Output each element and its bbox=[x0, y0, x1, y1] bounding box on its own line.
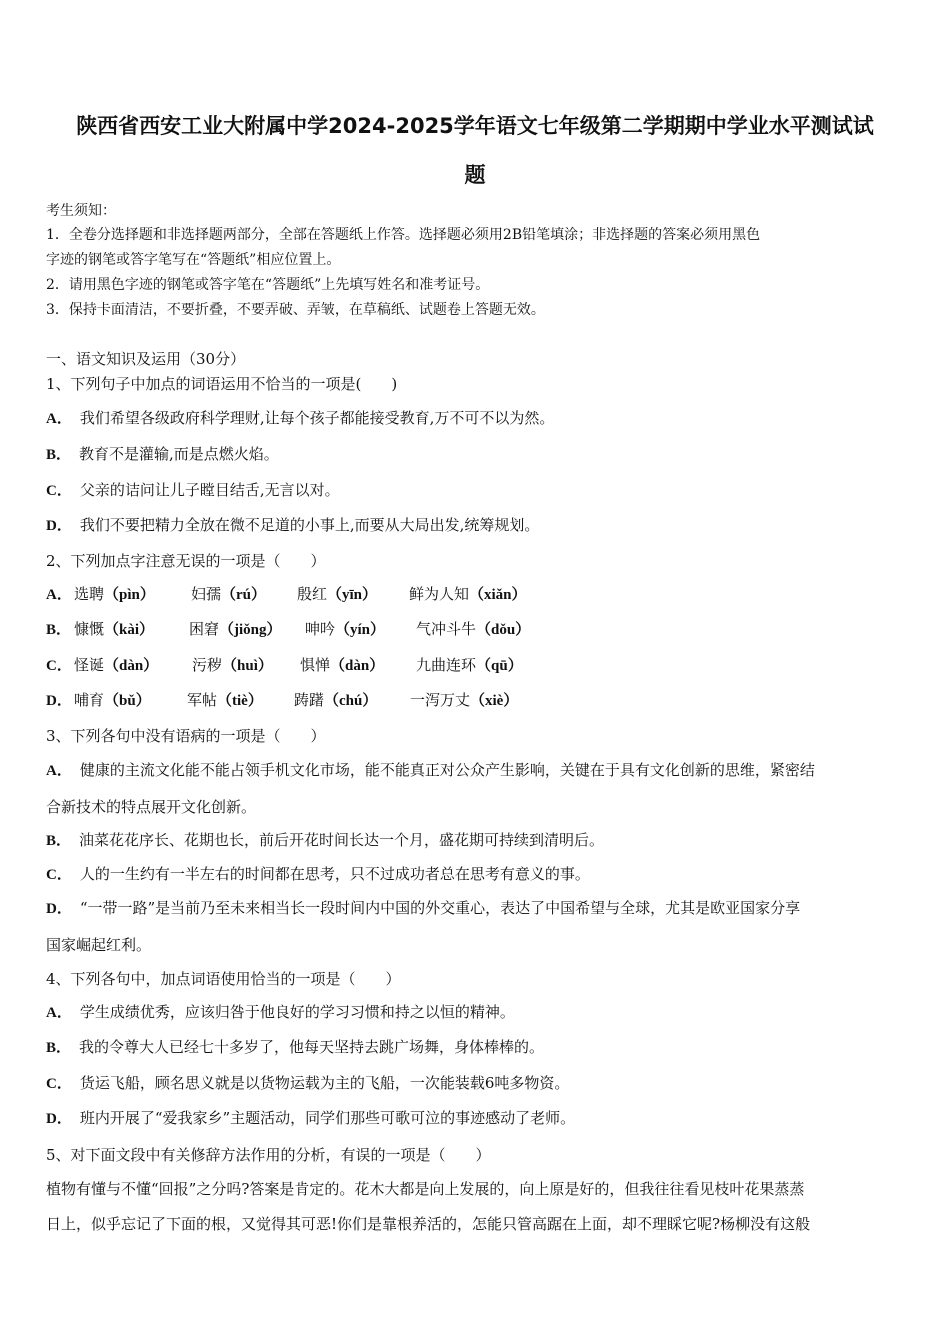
option-label: C． bbox=[46, 1076, 72, 1092]
word: 惧惮 bbox=[300, 656, 331, 674]
pinyin: （dǒu） bbox=[476, 622, 531, 638]
question-3-stem: 3、下列各句中没有语病的一项是（ ） bbox=[46, 727, 326, 745]
option-label: A． bbox=[46, 763, 72, 779]
pinyin: （kài） bbox=[104, 622, 155, 638]
pinyin: （yīn） bbox=[327, 587, 378, 603]
question-1-option-a bbox=[46, 408, 908, 429]
question-3-option-a-cont: 合新技术的特点展开文化创新。 bbox=[46, 798, 257, 816]
word: 九曲连环 bbox=[416, 656, 477, 674]
word: 军帖 bbox=[187, 691, 218, 709]
question-2-option-a bbox=[46, 584, 908, 605]
word: 一泻万丈 bbox=[410, 691, 471, 709]
question-3-option-a bbox=[46, 760, 908, 781]
option-text: 父亲的诘问让儿子瞠目结舌,无言以对。 bbox=[79, 481, 340, 499]
word: 踌躇 bbox=[294, 691, 325, 709]
word: 污秽 bbox=[192, 656, 223, 674]
question-4-option-c bbox=[46, 1073, 908, 1094]
pinyin-item bbox=[300, 655, 384, 676]
option-label: D． bbox=[46, 1111, 72, 1127]
word: 呻吟 bbox=[305, 620, 336, 638]
pinyin-item bbox=[416, 655, 523, 676]
option-label: D． bbox=[46, 693, 72, 709]
option-text: 我们希望各级政府科学理财,让每个孩子都能接受教育,万不可不以为然。 bbox=[79, 409, 555, 427]
question-2-option-b bbox=[46, 619, 908, 640]
option-label: A． bbox=[46, 587, 72, 603]
pinyin-item bbox=[189, 619, 282, 640]
pinyin: （xiè） bbox=[470, 693, 519, 709]
question-2-option-d bbox=[46, 690, 908, 711]
question-4-option-d bbox=[46, 1108, 908, 1129]
question-5-passage-line-2: 日上，似乎忘记了下面的根，又觉得其可恶!你们是靠根养活的，怎能只管高踞在上面，却不理睬它呢?杨柳没有这般 bbox=[46, 1215, 811, 1233]
pinyin: （xiǎn） bbox=[469, 587, 527, 603]
question-3-option-b bbox=[46, 830, 908, 851]
question-3-option-c bbox=[46, 864, 908, 885]
word: 怪诞 bbox=[74, 656, 105, 674]
pinyin-item bbox=[294, 690, 377, 711]
pinyin-item bbox=[409, 584, 527, 605]
pinyin-item bbox=[297, 584, 377, 605]
question-3-option-d bbox=[46, 898, 908, 919]
option-text: 人的一生约有一半左右的时间都在思考，只不过成功者总在思考有意义的事。 bbox=[79, 865, 590, 883]
word: 妇孺 bbox=[191, 585, 222, 603]
pinyin: （dàn） bbox=[330, 658, 385, 674]
notes-line-1: 1．全卷分选择题和非选择题两部分，全部在答题纸上作答。选择题必须用2B铅笔填涂；非选择题的答案必须用黑色 bbox=[46, 227, 761, 243]
option-text: 健康的主流文化能不能占领手机文化市场，能不能真正对公众产生影响，关键在于具有文化创新的思维，紧密结 bbox=[79, 761, 815, 779]
pinyin: （chú） bbox=[324, 693, 378, 709]
pinyin-item bbox=[191, 584, 266, 605]
pinyin-item bbox=[187, 690, 263, 711]
option-text: 学生成绩优秀，应该归咎于他良好的学习习惯和持之以恒的精神。 bbox=[79, 1003, 515, 1021]
word: 哺育 bbox=[74, 691, 105, 709]
question-4-option-b bbox=[46, 1037, 908, 1058]
notes-heading: 考生须知： bbox=[46, 203, 116, 219]
pinyin-item bbox=[192, 655, 273, 676]
option-label: D． bbox=[46, 901, 72, 917]
pinyin: （jiǒng） bbox=[219, 622, 282, 638]
pinyin: （tiè） bbox=[217, 693, 263, 709]
question-2-option-c bbox=[46, 655, 908, 676]
question-4-option-a bbox=[46, 1002, 908, 1023]
pinyin: （pìn） bbox=[104, 587, 155, 603]
word: 慷慨 bbox=[74, 620, 105, 638]
option-text: 油菜花花序长、花期也长，前后开花时间长达一个月，盛花期可持续到清明后。 bbox=[79, 831, 605, 849]
option-label: B． bbox=[46, 447, 72, 463]
pinyin-item bbox=[74, 584, 155, 605]
option-label: D． bbox=[46, 518, 72, 534]
question-5-passage-line-1: 植物有懂与不懂“回报”之分吗?答案是肯定的。花木大都是向上发展的，向上原是好的，但我往往看见枝叶花果蒸蒸 bbox=[46, 1180, 805, 1198]
exam-title-line-1: 陕西省西安工业大附属中学2024-2025学年语文七年级第二学期期中学业水平测试试 bbox=[76, 114, 874, 138]
question-5-stem: 5、对下面文段中有关修辞方法作用的分析，有误的一项是（ ） bbox=[46, 1146, 491, 1164]
section-heading: 一、语文知识及运用（30分） bbox=[46, 350, 246, 368]
option-text: “一带一路”是当前乃至未来相当长一段时间内中国的外交重心，表达了中国希望与全球，尤其是欧亚国家分享 bbox=[79, 899, 801, 917]
exam-title-line-2: 题 bbox=[464, 163, 486, 187]
option-text: 货运飞船，顾名思义就是以货物运载为主的飞船，一次能装载6吨多物资。 bbox=[79, 1074, 570, 1092]
question-4-stem: 4、下列各句中，加点词语使用恰当的一项是（ ） bbox=[46, 970, 401, 988]
pinyin-item bbox=[74, 619, 154, 640]
notes-line-4: 3．保持卡面清洁，不要折叠，不要弄破、弄皱，在草稿纸、试题卷上答题无效。 bbox=[46, 302, 545, 318]
pinyin-item bbox=[305, 619, 385, 640]
question-3-option-d-cont: 国家崛起红利。 bbox=[46, 936, 152, 954]
question-1-option-c bbox=[46, 480, 908, 501]
word: 鲜为人知 bbox=[409, 585, 470, 603]
option-label: B． bbox=[46, 833, 72, 849]
pinyin: （bǔ） bbox=[104, 693, 151, 709]
option-text: 班内开展了“爱我家乡”主题活动，同学们那些可歌可泣的事迹感动了老师。 bbox=[79, 1109, 576, 1127]
pinyin-item bbox=[74, 655, 158, 676]
pinyin-item bbox=[74, 690, 151, 711]
option-label: C． bbox=[46, 867, 72, 883]
pinyin-item bbox=[410, 690, 518, 711]
option-text: 我的令尊大人已经七十多岁了，他每天坚持去跳广场舞，身体棒棒的。 bbox=[79, 1038, 545, 1056]
option-label: A． bbox=[46, 411, 72, 427]
pinyin: （huì） bbox=[222, 658, 273, 674]
pinyin: （qū） bbox=[476, 658, 523, 674]
option-label: B． bbox=[46, 1040, 72, 1056]
word: 困窘 bbox=[189, 620, 220, 638]
notes-line-3: 2．请用黑色字迹的钢笔或答字笔在“答题纸”上先填写姓名和准考证号。 bbox=[46, 277, 490, 293]
question-1-stem: 1、下列句子中加点的词语运用不恰当的一项是( ) bbox=[46, 375, 398, 393]
option-label: C． bbox=[46, 658, 72, 674]
option-label: A． bbox=[46, 1005, 72, 1021]
option-label: B． bbox=[46, 622, 72, 638]
option-text: 我们不要把精力全放在微不足道的小事上,而要从大局出发,统筹规划。 bbox=[79, 516, 540, 534]
question-2-stem: 2、下列加点字注意无误的一项是（ ） bbox=[46, 552, 326, 570]
question-1-option-b bbox=[46, 444, 908, 465]
pinyin: （rú） bbox=[221, 587, 267, 603]
word: 选聘 bbox=[74, 585, 105, 603]
notes-line-2: 字迹的钢笔或答字笔写在“答题纸”相应位置上。 bbox=[46, 252, 341, 268]
option-label: C． bbox=[46, 483, 72, 499]
pinyin: （dàn） bbox=[104, 658, 159, 674]
question-1-option-d bbox=[46, 515, 908, 536]
pinyin: （yín） bbox=[335, 622, 386, 638]
pinyin-item bbox=[416, 619, 530, 640]
word: 气冲斗牛 bbox=[416, 620, 477, 638]
option-text: 教育不是灌输,而是点燃火焰。 bbox=[79, 445, 279, 463]
word: 殷红 bbox=[297, 585, 328, 603]
